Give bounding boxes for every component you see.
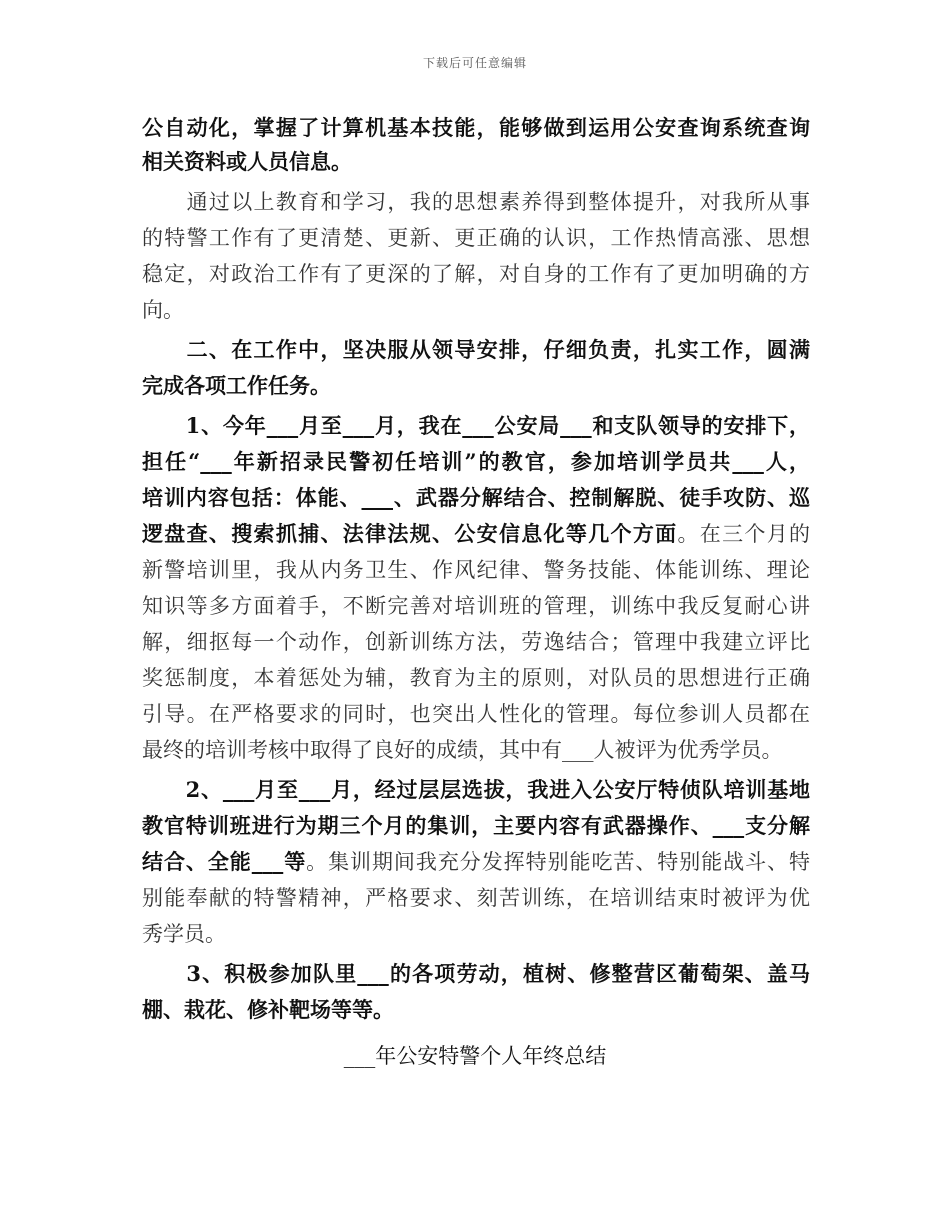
text-segment: 教官特训班进行为期三个月的集训，主要内容有武器操作、___支分解 xyxy=(142,813,810,838)
text-line xyxy=(142,482,810,514)
text-line xyxy=(142,554,810,586)
text-line xyxy=(142,662,810,694)
text-segment: 秀学员。 xyxy=(142,922,226,946)
text-segment: 知识等多方面着手，不断完善对培训班的管理，训练中我反复耐心讲 xyxy=(142,594,810,618)
text-line xyxy=(142,590,810,622)
text-segment: 相关资料或人员信息。 xyxy=(142,149,352,174)
text-segment: 担任“___年新招录民警初任培训”的教官，参加培训学员共___人， xyxy=(142,449,810,474)
text-line xyxy=(142,294,810,326)
text-segment: 解，细抠每一个动作，创新训练方法，劳逸结合；管理中我建立评比 xyxy=(142,630,810,654)
text-segment: 完成各项工作任务。 xyxy=(142,373,331,398)
text-segment: 引导。在严格要求的同时，也突出人性化的管理。每位参训人员都在 xyxy=(142,702,810,726)
text-line xyxy=(142,222,810,254)
text-line xyxy=(142,994,810,1026)
text-line xyxy=(142,186,810,218)
text-segment: 培训内容包括：体能、___、武器分解结合、控制解脱、徒手攻防、巡 xyxy=(142,485,810,510)
text-segment: 结合、全能___等 xyxy=(142,849,307,874)
text-segment: 2、___月至___月，经过层层选拔，我进入公安厅特侦队培训基地 xyxy=(142,777,810,802)
text-segment: 1、今年___月至___月，我在___公安局___和支队领导的安排下， xyxy=(142,413,810,438)
text-segment: 通过以上教育和学习，我的思想素养得到整体提升，对我所从事 xyxy=(142,190,810,214)
text-segment: 二、在工作中，坚决服从领导安排，仔细负责，扎实工作，圆满 xyxy=(142,337,810,362)
text-segment: 逻盘查、搜索抓捕、法律法规、公安信息化等几个方面 xyxy=(142,521,678,546)
text-line xyxy=(142,774,810,806)
text-line xyxy=(142,334,810,366)
text-line xyxy=(142,370,810,402)
text-segment: 。在三个月的 xyxy=(677,522,810,546)
text-line xyxy=(142,112,810,144)
text-segment: 的特警工作有了更清楚、更新、更正确的认识，工作热情高涨、思想 xyxy=(142,226,810,250)
text-segment: 别能奉献的特警精神，严格要求、刻苦训练，在培训结束时被评为优 xyxy=(142,886,810,910)
text-line xyxy=(142,626,810,658)
text-line xyxy=(142,810,810,842)
text-line xyxy=(142,734,810,766)
text-segment: 公自动化，掌握了计算机基本技能，能够做到运用公安查询系统查询 xyxy=(142,115,810,140)
text-segment: 稳定，对政治工作有了更深的了解，对自身的工作有了更加明确的方 xyxy=(142,262,810,286)
text-line xyxy=(142,958,810,990)
text-line xyxy=(142,882,810,914)
text-line xyxy=(142,698,810,730)
document-title: ___年公安特警个人年终总结 xyxy=(343,1044,607,1068)
text-segment: 最终的培训考核中取得了良好的成绩，其中有___人被评为优秀学员。 xyxy=(142,738,783,762)
page-header: 下载后可任意编辑 xyxy=(422,56,527,70)
text-segment: 向。 xyxy=(142,298,184,322)
text-line xyxy=(142,846,810,878)
text-segment: 。集训期间我充分发挥特别能吃苦、特别能战斗、特 xyxy=(306,850,810,874)
text-line xyxy=(142,410,810,442)
text-line xyxy=(142,918,810,950)
text-line xyxy=(142,518,810,550)
text-segment: 3、积极参加队里___的各项劳动，植树、修整营区葡萄架、盖马 xyxy=(142,961,810,986)
text-line xyxy=(142,146,810,178)
text-segment: 棚、栽花、修补靶场等等。 xyxy=(142,997,394,1022)
text-line xyxy=(142,258,810,290)
text-line xyxy=(142,446,810,478)
text-segment: 奖惩制度，本着惩处为辅，教育为主的原则，对队员的思想进行正确 xyxy=(142,666,810,690)
text-segment: 新警培训里，我从内务卫生、作风纪律、警务技能、体能训练、理论 xyxy=(142,558,810,582)
